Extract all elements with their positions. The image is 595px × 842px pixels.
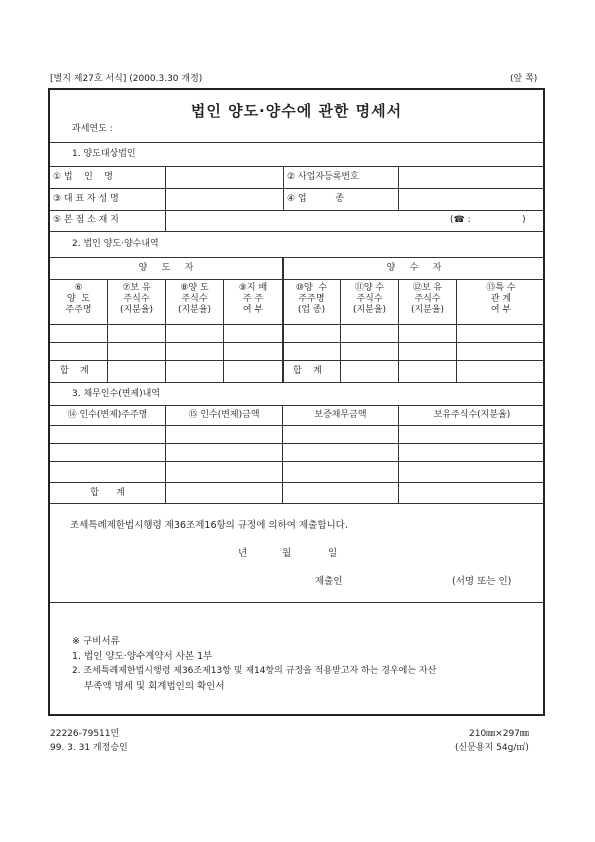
col-special-relation: ⑬특 수 관 계 여 부 [486,283,516,315]
date-month: 월 [282,548,292,559]
col-transferor-name: ⑥ 양 도 주주명 [65,283,92,315]
col-payer-name: ⑭ 인수(변제)주주명 [67,410,148,420]
col-transferred-shares: ⑧양 도 주식수 (지분율) [177,283,212,315]
signature-label: (서명 또는 인) [452,576,512,587]
page-side: (앞 쪽) [510,74,538,84]
attachment-item-2-cont: 부족액 명세 및 회계법인의 확인서 [84,681,225,692]
form-frame [48,88,545,716]
col-controlling: ⑨지 배 주 주 여 부 [238,283,268,315]
form-title: 법인 양도·양수에 관한 명세서 [190,102,403,120]
industry-label: ④ 업 종 [287,194,344,204]
col-acquired-shares: ⑪양 수 주식수 (지분율) [352,283,387,315]
attachment-item-2: 2. 조세특례제한법시행령 제36조제13항 및 제14항의 규정을 적용받고자 하는 경우에는 자산 [72,666,437,676]
debt-total-label: 합 계 [90,488,125,498]
tax-year-label: 과세연도 : [72,124,113,134]
form-code: 22226-79511민 [50,729,120,739]
transferor-header: 양 도 자 [138,263,194,273]
declaration-text: 조세특례제한법시행령 제36조제16항의 규정에 의하여 제출합니다. [70,520,348,531]
submitter-label: 제출인 [315,576,343,587]
section2-heading: 2. 법인 양도·양수내역 [72,239,159,249]
business-reg-label: ② 사업자등록번호 [287,172,359,182]
date-day: 일 [328,548,338,559]
col-held-shares: ⑦보 유 주식수 (지분율) [119,283,154,315]
attachments-heading: ※ 구비서류 [72,636,120,647]
hq-address-label: ⑤ 본 점 소 재 지 [53,215,119,225]
col-guarantee-debt: 보증채무금액 [314,410,367,420]
form-number: [별지 제27호 서식] (2000.3.30 개정) [50,74,203,84]
company-name-label: ① 법 인 명 [53,172,113,182]
transferee-header: 양 수 자 [386,263,442,273]
section3-heading: 3. 채무인수(변제)내역 [72,389,161,399]
transferor-total-label: 합 계 [60,366,89,376]
date-year: 년 [238,548,248,559]
col-payment-amount: ⑮ 인수(변제)금액 [188,410,260,420]
attachment-item-1: 1. 법인 양도·양수계약서 사본 1부 [72,651,213,662]
transferee-total-label: 합 계 [293,366,322,376]
paper-size: 210㎜×297㎜ [469,729,529,739]
phone-label: (☎ : ) [450,215,526,225]
col-holding-shares: ⑫보 유 주식수 (지분율) [410,283,445,315]
col-held-share-count: 보유주식수(지분율) [433,410,511,420]
section1-heading: 1. 양도대상법인 [72,149,136,159]
approval-date: 99. 3. 31 개정승인 [50,743,128,753]
paper-type: (신문용지 54g/㎡) [455,743,529,753]
col-transferee-name: ⑩양 수 주주명 (업 종) [295,283,328,315]
ceo-name-label: ③ 대 표 자 성 명 [53,194,119,204]
